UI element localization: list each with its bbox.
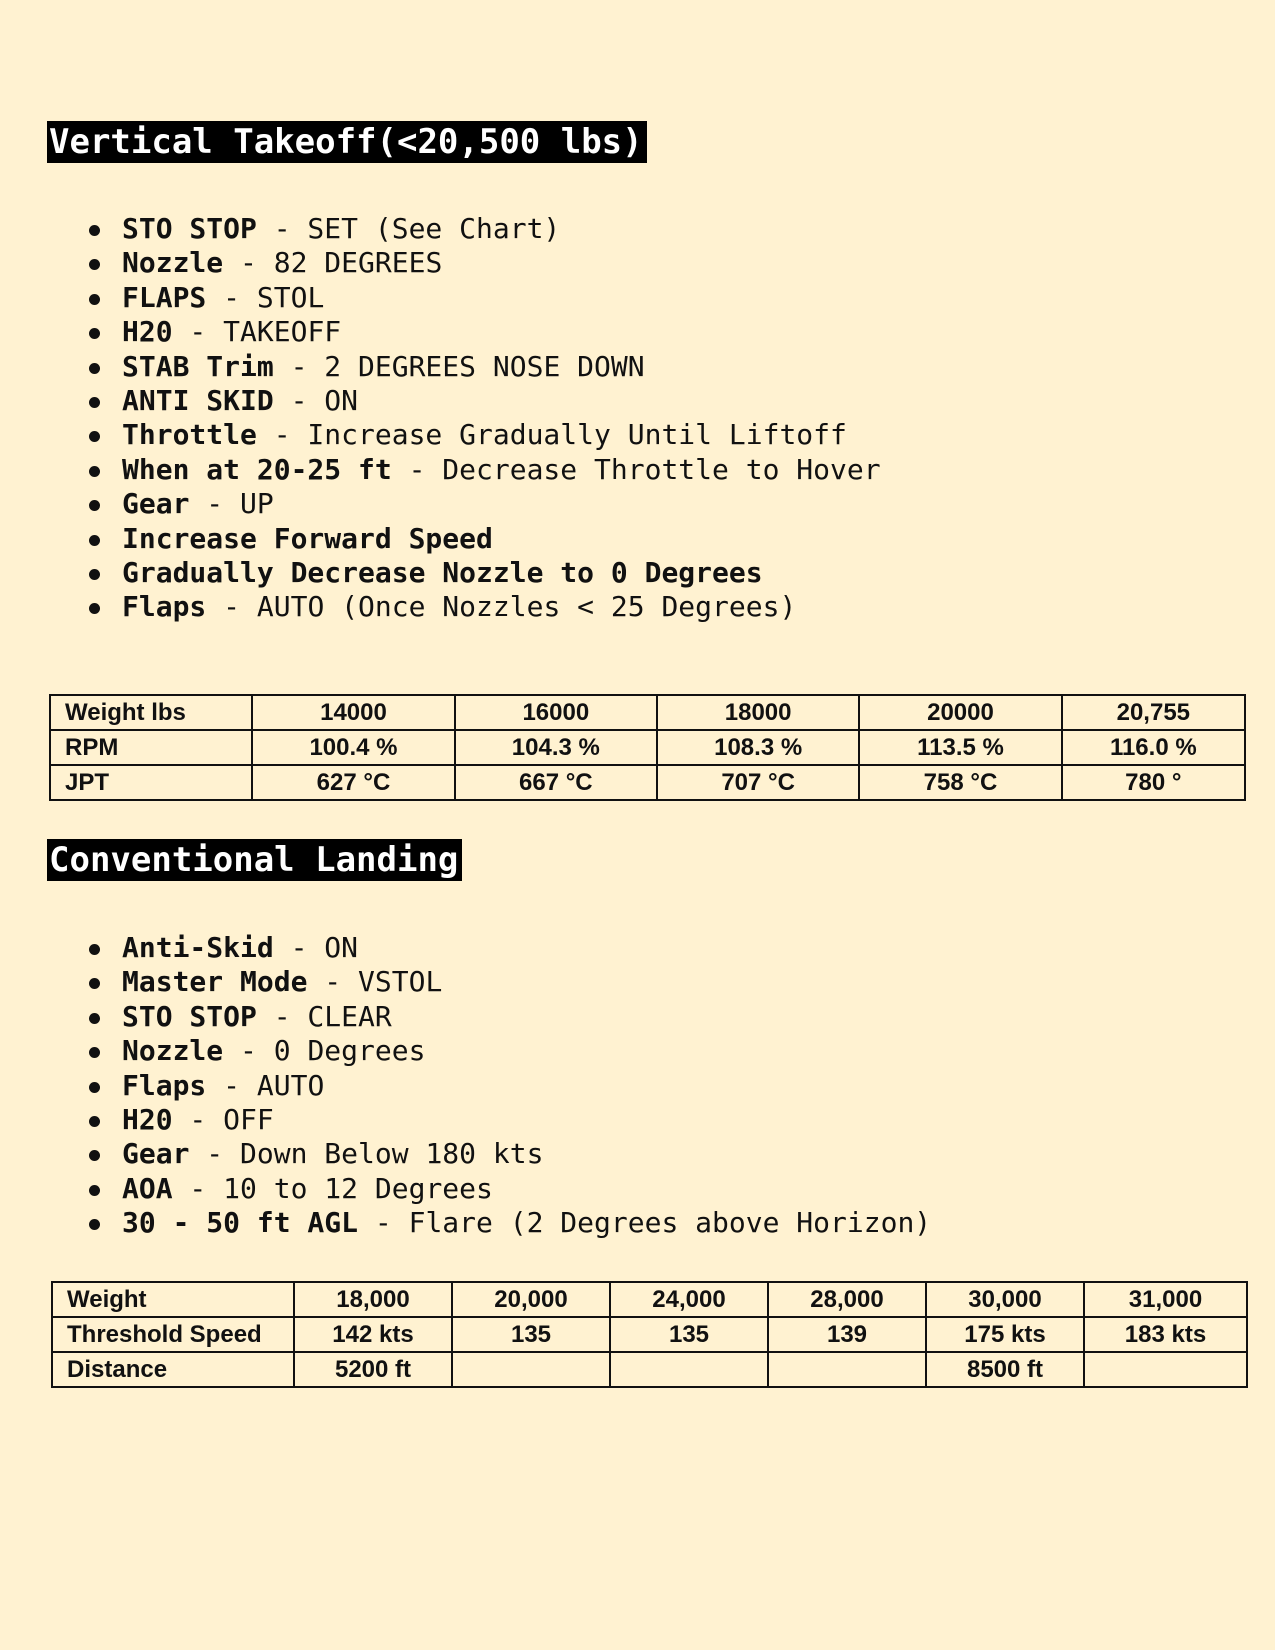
table-cell [1084,1352,1247,1387]
list-item: Flaps - AUTO [86,1069,931,1103]
table-cell [768,1352,926,1387]
table-cell [452,1352,610,1387]
table-cell: Weight [52,1282,294,1317]
list-item: H20 - OFF [86,1103,931,1137]
table-cell: 18000 [657,695,859,730]
landing-speed-table [51,1281,1248,1388]
table-cell [610,1352,768,1387]
table-cell: 139 [768,1317,926,1352]
list-item: Throttle - Increase Gradually Until Liftoff [86,418,881,452]
list-item: Gear - Down Below 180 kts [86,1137,931,1171]
table-cell: 24,000 [610,1282,768,1317]
conventional-landing-heading: Conventional Landing [47,839,462,881]
list-item: Flaps - AUTO (Once Nozzles < 25 Degrees) [86,590,881,624]
table-cell: 31,000 [1084,1282,1247,1317]
table-cell: 100.4 % [252,730,454,765]
table-cell: 758 °C [859,765,1061,800]
table-cell: 16000 [455,695,657,730]
table-cell: 5200 ft [294,1352,452,1387]
table-cell: 28,000 [768,1282,926,1317]
table-cell: 20,755 [1062,695,1245,730]
list-item: Anti-Skid - ON [86,931,931,965]
table-cell: 142 kts [294,1317,452,1352]
table-row [50,730,1245,765]
table-cell: 20,000 [452,1282,610,1317]
table-cell: RPM [50,730,252,765]
table-row [52,1282,1247,1317]
list-item: ANTI SKID - ON [86,384,881,418]
table-row [50,695,1245,730]
list-item: Gear - UP [86,487,881,521]
list-item: When at 20-25 ft - Decrease Throttle to Hover [86,453,881,487]
table-cell: JPT [50,765,252,800]
table-cell: 20000 [859,695,1061,730]
table-cell: Weight lbs [50,695,252,730]
list-item: Nozzle - 0 Degrees [86,1034,931,1068]
list-item: 30 - 50 ft AGL - Flare (2 Degrees above Horizon) [86,1206,931,1240]
table-cell: 18,000 [294,1282,452,1317]
vertical-takeoff-steps [86,212,881,625]
table-cell: 135 [452,1317,610,1352]
list-item: FLAPS - STOL [86,281,881,315]
table-cell: 14000 [252,695,454,730]
table-row [50,765,1245,800]
list-item: Increase Forward Speed [86,522,881,556]
list-item: Nozzle - 82 DEGREES [86,246,881,280]
table-row [52,1317,1247,1352]
list-item: Gradually Decrease Nozzle to 0 Degrees [86,556,881,590]
table-cell: 116.0 % [1062,730,1245,765]
list-item: STO STOP - CLEAR [86,1000,931,1034]
table-cell: 108.3 % [657,730,859,765]
table-cell: 113.5 % [859,730,1061,765]
vertical-takeoff-heading: Vertical Takeoff(<20,500 lbs) [47,121,647,163]
list-item: H20 - TAKEOFF [86,315,881,349]
list-item: STO STOP - SET (See Chart) [86,212,881,246]
table-cell: 183 kts [1084,1317,1247,1352]
list-item: AOA - 10 to 12 Degrees [86,1172,931,1206]
table-cell: 780 ° [1062,765,1245,800]
table-cell: Threshold Speed [52,1317,294,1352]
sto-stop-chart-table [49,694,1246,801]
table-cell: 30,000 [926,1282,1084,1317]
table-row [52,1352,1247,1387]
list-item: Master Mode - VSTOL [86,965,931,999]
table-cell: 667 °C [455,765,657,800]
table-cell: 627 °C [252,765,454,800]
table-cell: 8500 ft [926,1352,1084,1387]
table-cell: 135 [610,1317,768,1352]
table-cell: 175 kts [926,1317,1084,1352]
list-item: STAB Trim - 2 DEGREES NOSE DOWN [86,350,881,384]
table-cell: Distance [52,1352,294,1387]
table-cell: 104.3 % [455,730,657,765]
conventional-landing-steps [86,931,931,1241]
table-cell: 707 °C [657,765,859,800]
